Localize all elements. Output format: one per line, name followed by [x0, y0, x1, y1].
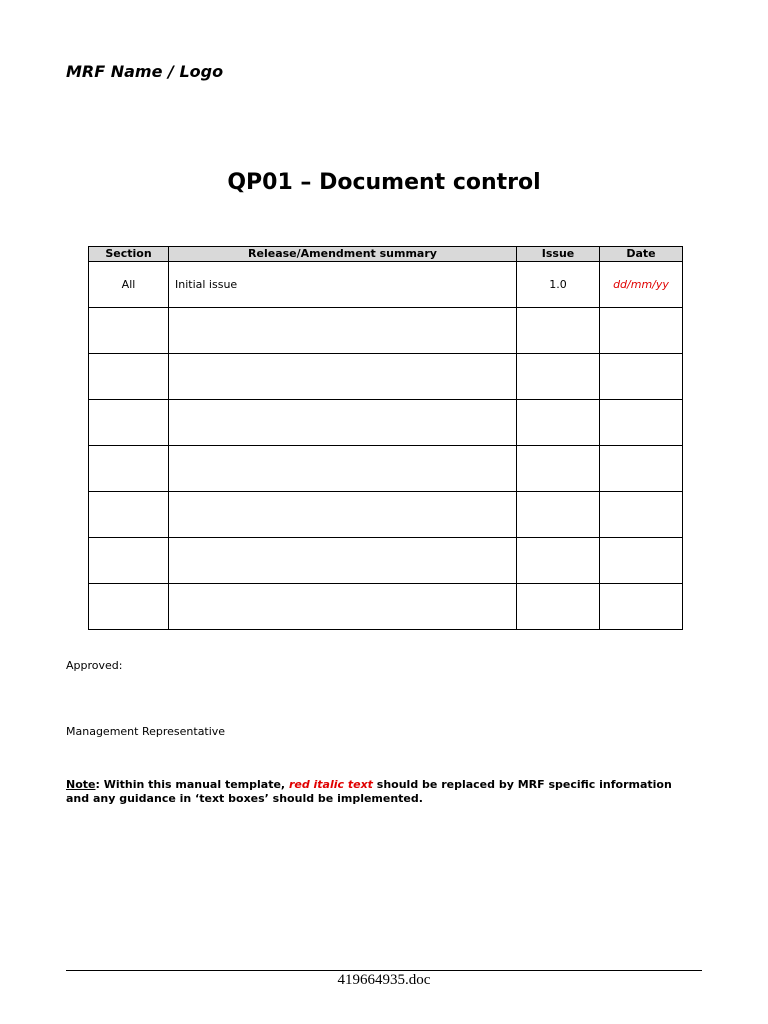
table-row [89, 538, 683, 584]
cell-date [600, 492, 683, 538]
cell-summary [169, 492, 517, 538]
cell-section [89, 446, 169, 492]
column-header-summary: Release/Amendment summary [169, 247, 517, 262]
cell-summary [169, 538, 517, 584]
column-header-issue: Issue [517, 247, 600, 262]
approver-role: Management Representative [66, 725, 226, 738]
column-header-section: Section [89, 247, 169, 262]
cell-section [89, 400, 169, 446]
note-colon: : [95, 778, 100, 791]
cell-section [89, 354, 169, 400]
cell-issue [517, 492, 600, 538]
cell-date-placeholder: dd/mm/yy [600, 262, 683, 308]
note-highlight: red italic text [288, 778, 373, 791]
cell-date [600, 446, 683, 492]
cell-date [600, 538, 683, 584]
cell-section [89, 308, 169, 354]
cell-summary [169, 308, 517, 354]
table-row [89, 584, 683, 630]
cell-section [89, 584, 169, 630]
cell-summary [169, 584, 517, 630]
cell-summary [169, 446, 517, 492]
cell-summary [169, 400, 517, 446]
cell-issue [517, 400, 600, 446]
cell-issue [517, 584, 600, 630]
cell-section [89, 538, 169, 584]
cell-date [600, 400, 683, 446]
approved-label: Approved: [66, 659, 123, 672]
cell-issue [517, 354, 600, 400]
document-title: QP01 – Document control [227, 170, 541, 195]
column-header-date: Date [600, 247, 683, 262]
cell-issue [517, 446, 600, 492]
table-row [89, 400, 683, 446]
logo-text: MRF Name / Logo [66, 62, 224, 81]
table-row [89, 262, 683, 308]
cell-section: All [89, 262, 169, 308]
cell-date [600, 354, 683, 400]
table-header-row [89, 247, 683, 262]
cell-issue: 1.0 [517, 262, 600, 308]
table-row [89, 308, 683, 354]
footer-filename: 419664935.doc [337, 972, 431, 988]
cell-issue [517, 308, 600, 354]
table-row [89, 492, 683, 538]
cell-issue [517, 538, 600, 584]
note-text-part2: should be replaced by MRF specific information and any guidance in ‘text boxes’ should be implemented. [66, 778, 672, 805]
document-control-table [88, 246, 683, 630]
footer-divider [66, 970, 702, 971]
cell-section [89, 492, 169, 538]
cell-summary [169, 354, 517, 400]
cell-summary: Initial issue [169, 262, 517, 308]
cell-date [600, 308, 683, 354]
cell-date [600, 584, 683, 630]
table-row [89, 354, 683, 400]
table-row [89, 446, 683, 492]
note-text-part1: Within this manual template, [99, 778, 289, 791]
note-label: Note [66, 778, 96, 791]
template-note [66, 778, 696, 806]
